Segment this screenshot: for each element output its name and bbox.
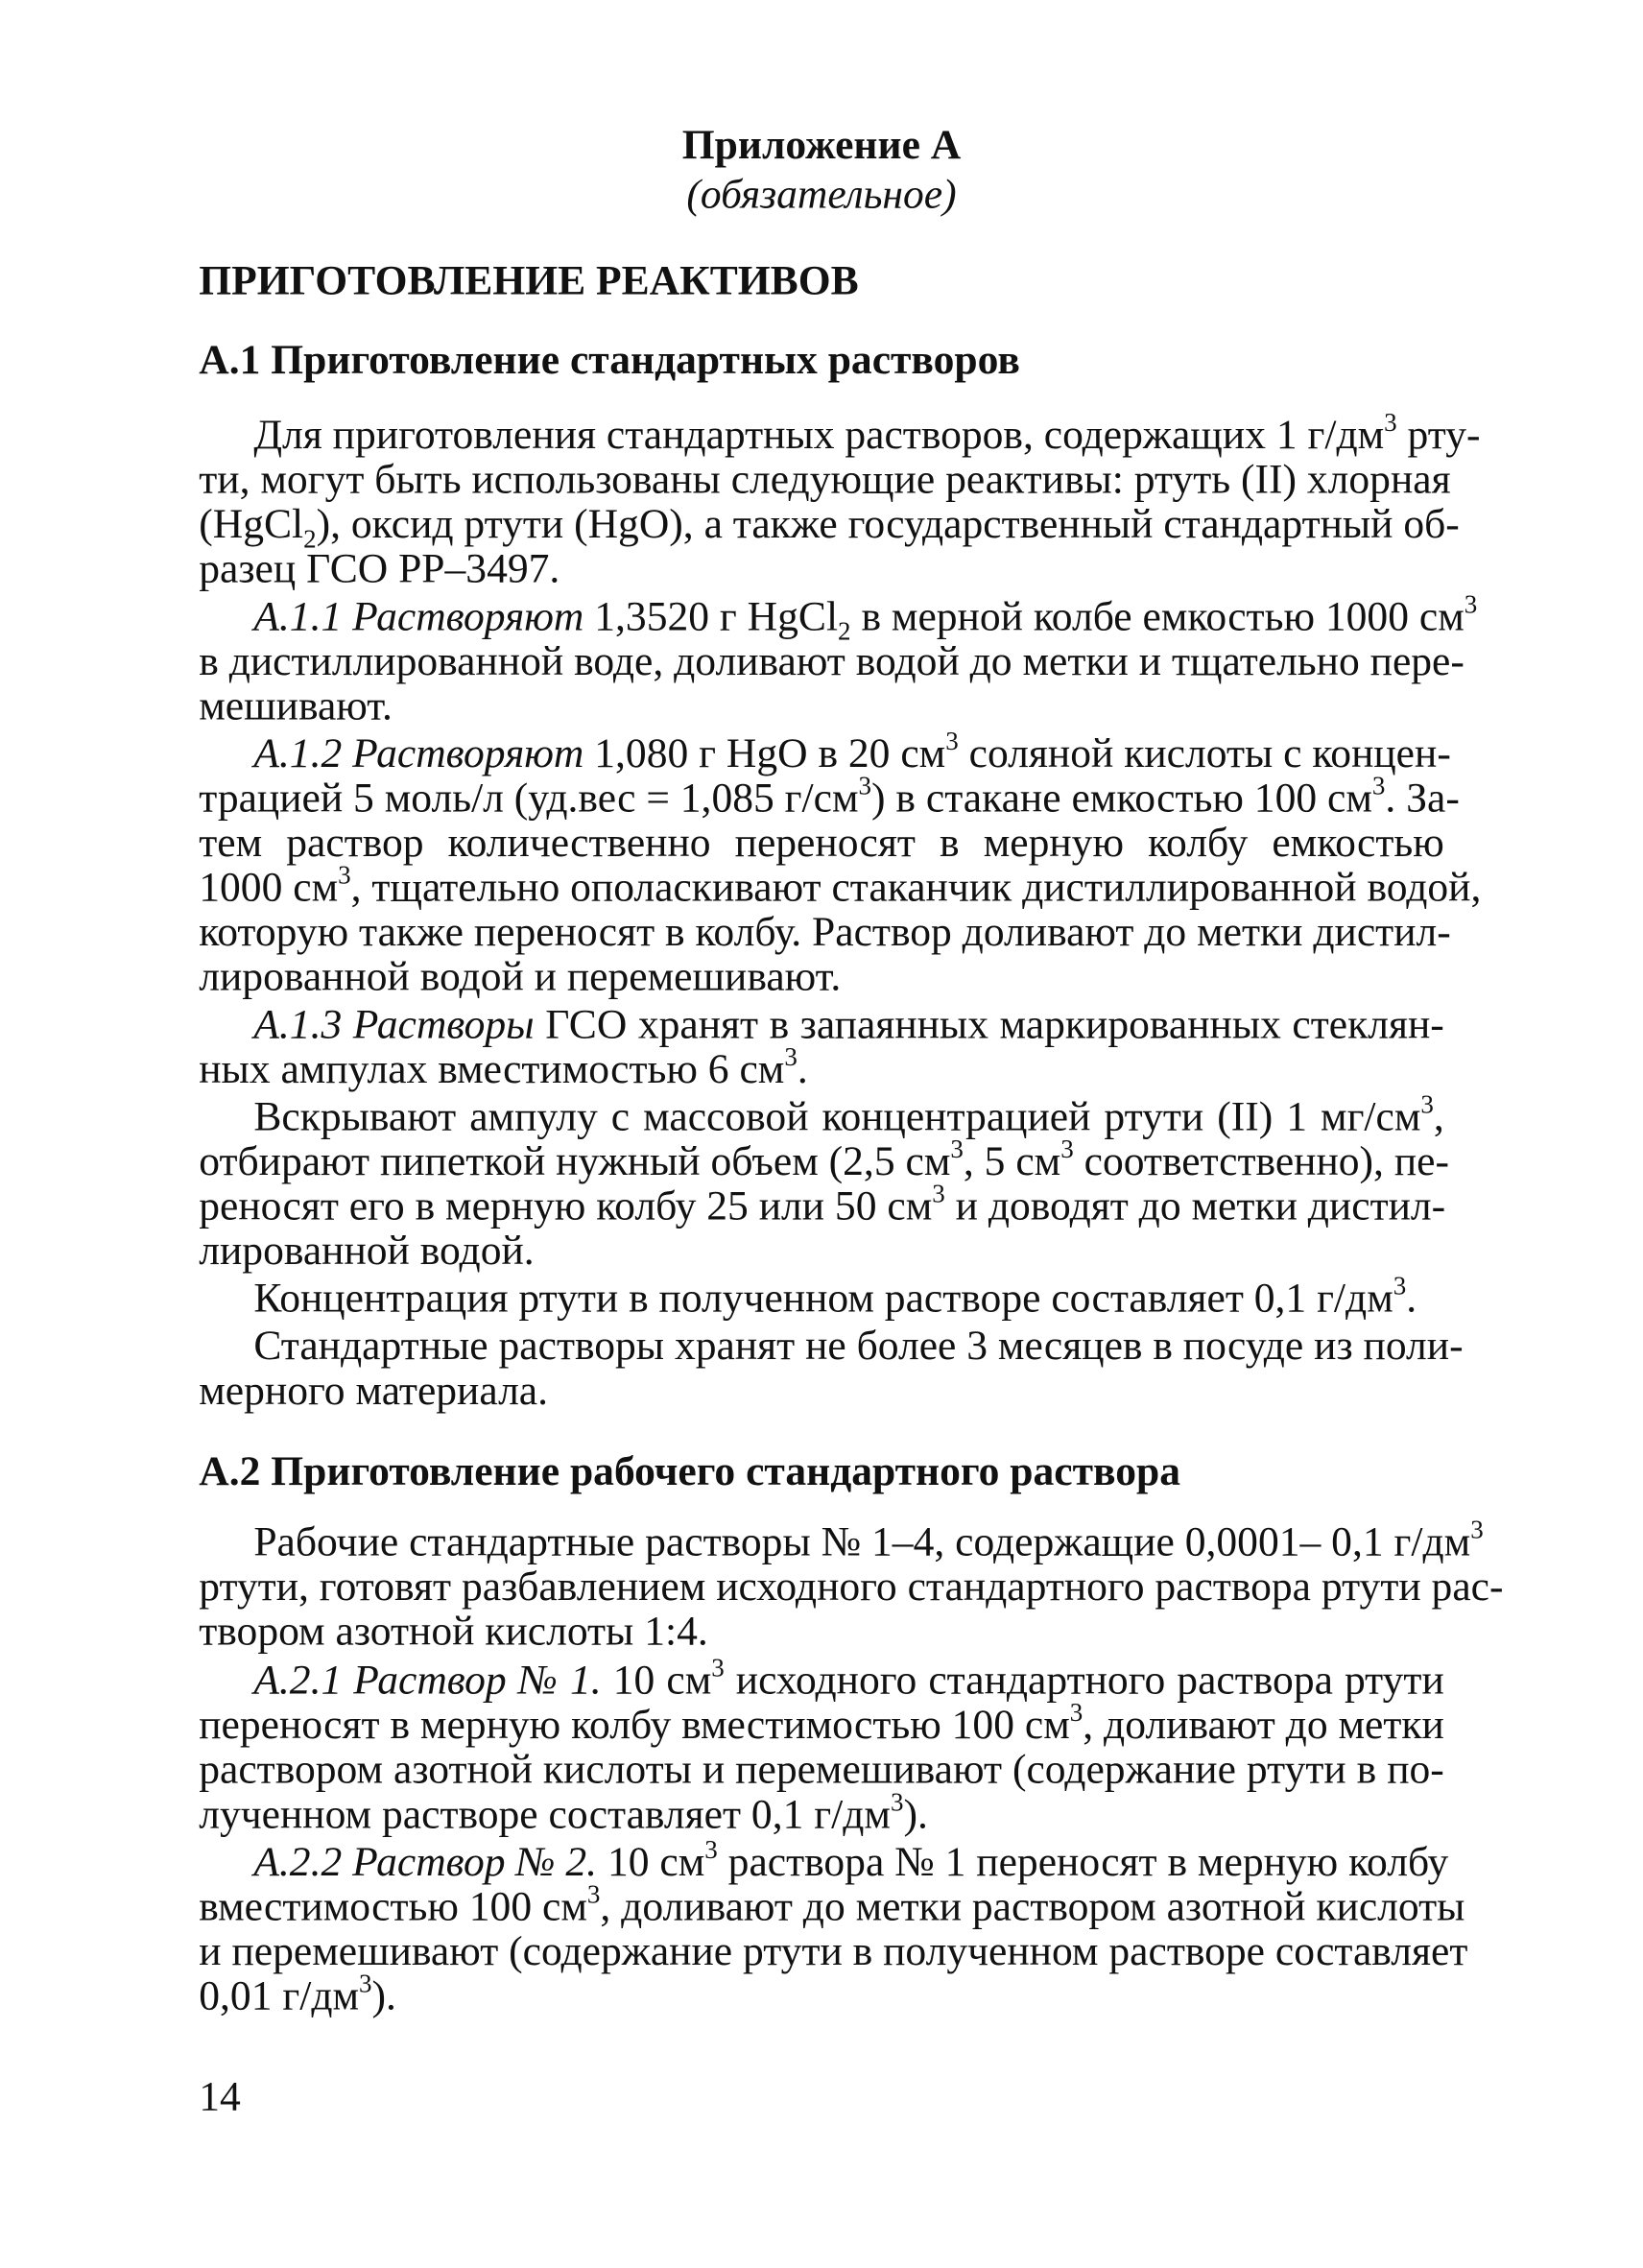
appendix-title: Приложение А — [681, 122, 962, 169]
text-line: А.1.1 Растворяют 1,3520 г HgCl$_2$ в мерной колбе емкостью 1000 $см^3$ — [253, 588, 1478, 646]
text-line: Для приготовления стандартных растворов, содержащих 1 $г/дм^3$ рту- — [253, 407, 1481, 459]
text-line: тем раствор количественно переносят в мерную колбу емкостью — [199, 820, 1444, 867]
text-line: А.1.2 Растворяют 1,080 г HgO в 20 $см^3$ соляной кислоты с концен- — [253, 726, 1451, 777]
text-line: лированной водой. — [199, 1228, 535, 1275]
text-line: Стандартные растворы хранят не более 3 месяцев в посуде из поли- — [253, 1323, 1464, 1370]
text-line: Рабочие стандартные растворы № 1–4, содержащие 0,0001– 0,1 $г/дм^3$ — [253, 1514, 1484, 1565]
appendix-status: (обязательное) — [686, 171, 957, 218]
a1-heading: А.1 Приготовление стандартных растворов — [199, 337, 1020, 384]
text-line: реносят его в мерную колбу 25 или 50 $см^3$ и доводят до метки дистил- — [199, 1178, 1446, 1230]
text-line: в дистиллированной воде, доливают водой до метки и тщательно пере- — [199, 638, 1464, 685]
section-title: ПРИГОТОВЛЕНИЕ РЕАКТИВОВ — [199, 257, 859, 304]
text-line: мерного материала. — [199, 1368, 549, 1415]
concentration-line: Концентрация ртути в полученном растворе составляет 0,1 $г/дм^3$. — [253, 1270, 1417, 1323]
text-line: 0,01 $г/дм^3$). — [199, 1968, 396, 2020]
text-line: (HgCl$_2$), оксид ртути (HgO), а также государственный стандартный об- — [199, 501, 1460, 554]
text-line: переносят в мерную колбу вместимостью 100 $см^3$, доливают до метки — [199, 1697, 1444, 1749]
text-line: мешивают. — [199, 682, 393, 729]
text-line: раствором азотной кислоты и перемешивают (содержание ртути в по- — [199, 1747, 1444, 1794]
text-line: Вскрывают ампулу с массовой концентрацией ртути (II) 1 $мг/см^3$, — [253, 1088, 1444, 1140]
text-line: А.2.1 Раствор № 1. 10 $см^3$ исходного стандартного раствора ртути — [253, 1652, 1444, 1705]
text-line: и перемешивают (содержание ртути в полученном растворе составляет — [199, 1928, 1468, 1975]
text-line: которую также переносят в колбу. Раствор доливают до метки дистил- — [199, 909, 1451, 956]
text-line: А.1.3 Растворы ГСО хранят в запаянных маркированных стеклян- — [253, 1001, 1444, 1048]
page-number: 14 — [199, 2074, 241, 2121]
text-line: А.2.2 Раствор № 2. 10 $см^3$ раствора № 1 переносят в мерную колбу — [253, 1834, 1449, 1886]
text-line: лученном растворе составляет 0,1 $г/дм^3$). — [199, 1786, 928, 1838]
text-line: лированной водой и перемешивают. — [199, 954, 842, 1001]
text-line: вместимостью 100 $см^3$, доливают до метки раствором азотной кислоты — [199, 1878, 1465, 1930]
text-line: ртути, готовят разбавлением исходного стандартного раствора ртути рас- — [199, 1564, 1504, 1611]
text-line: трацией 5 моль/л (уд.вес = 1,085 $г/см^3$) в стакане емкостью 100 $см^3$. За- — [199, 770, 1460, 823]
a2-heading: А.2 Приготовление рабочего стандартного раствора — [199, 1448, 1180, 1495]
text-line: отбирают пипеткой нужный объем (2,5 $см^3$, 5 $см^3$ соответственно), пе- — [199, 1134, 1449, 1185]
text-line: 1000 $см^3$, тщательно ополаскивают стаканчик дистиллированной водой, — [199, 859, 1482, 912]
text-line: разец ГСО РР–3497. — [199, 546, 560, 593]
text-line: твором азотной кислоты 1:4. — [199, 1609, 708, 1656]
text-line: ных ампулах вместимостью 6 $см^3$. — [199, 1041, 808, 1093]
text-line: ти, могут быть использованы следующие реактивы: ртуть (II) хлорная — [199, 457, 1451, 504]
